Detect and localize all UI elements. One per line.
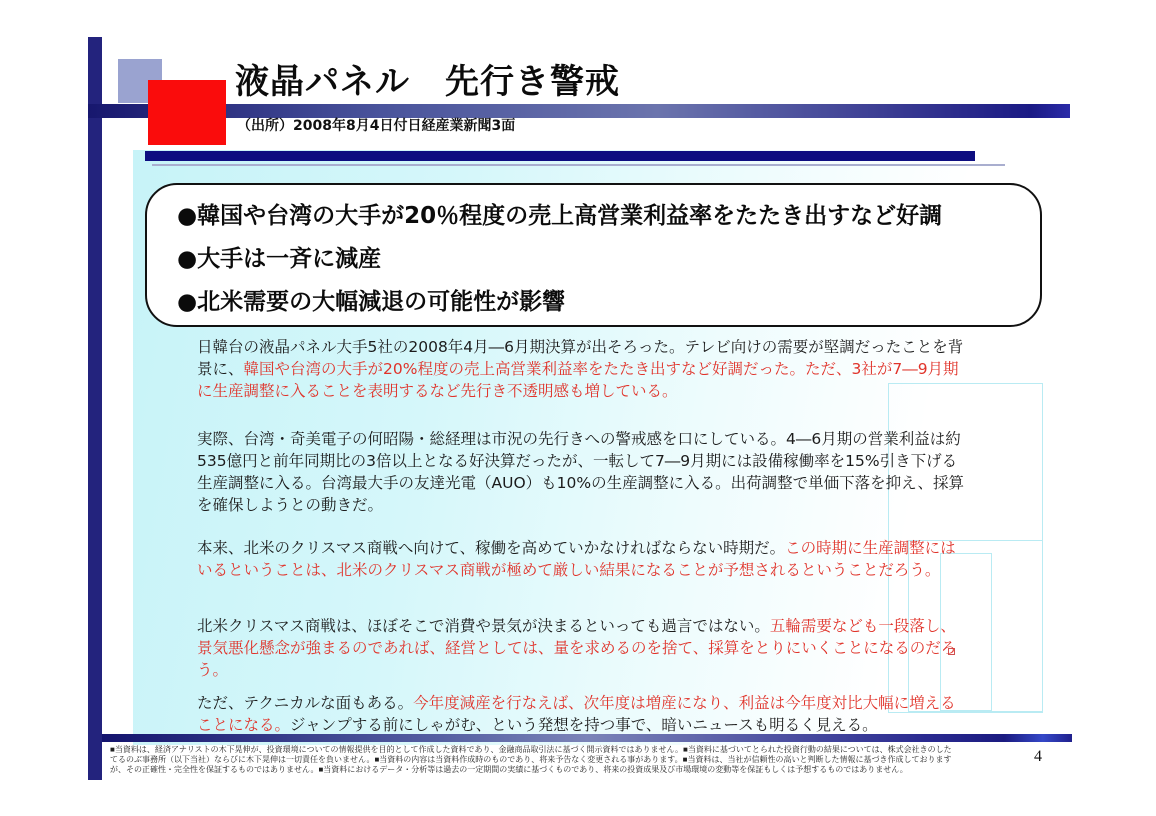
left-accent-bar [88,37,102,780]
content-top-thin-line [152,164,1005,166]
disclaimer-line: が、その正確性・完全性を保証するものではありません。■当資料におけるデータ・分析等は過去の一定期間の実績に基づくものであり、将来の投資成果及び市場環境の変動等を保証もしくは予想するものではありません。 [110,764,908,774]
body-paragraph-2 [197,428,969,516]
page-number: 4 [1034,748,1042,765]
body-paragraph-4 [197,615,969,681]
disclaimer-line: てるのぶ事務所（以下当社）ならびに木下晃伸は一切責任を負いません。■当資料の内容は当資料作成時のものであり、将来予告なく変更される事があります。■当資料は、当社が信頼性の高いと判断した情報に基づき作成しております [110,754,952,764]
summary-bullet: ●大手は一斉に減産 [177,246,382,272]
body-paragraph-5 [197,692,969,736]
summary-bullet: ●北米需要の大幅減退の可能性が影響 [177,289,566,315]
text-segment: ジャンプする前にしゃがむ、という発想を持つ事で、暗いニュースも明るく見える。 [290,716,878,734]
summary-bullet: ●韓国や台湾の大手が20％程度の売上高営業利益率をたたき出すなど好調 [177,203,943,229]
source-caption: （出所）2008年8月4日付日経産業新聞3面 [237,118,516,134]
title-underline-bar [88,104,1070,118]
text-segment: 本来、北米のクリスマス商戦へ向けて、稼働を高めていかなければならない時期だ。 [197,539,786,557]
decor-square-red [148,80,226,145]
text-segment: 今年度減産を行なえば、次年度は増産になり、利益は今年度対比大幅に増えることになる。 [197,694,956,734]
disclaimer-text [110,745,1012,774]
content-top-bar [145,151,975,161]
disclaimer-line: ■当資料は、経済アナリストの木下晃伸が、投資環境についての情報提供を目的として作成した資料であり、金融商品取引法に基づく開示資料ではありません。■当資料に基づいてとられた投資行動の結果については、株式会社きのした [110,745,952,754]
text-segment: 韓国や台湾の大手が20%程度の売上高営業利益率をたたき出すなど好調だった。ただ、3社が7―9月期に生産調整に入ることを表明するなど先行き不透明感も増している。 [197,360,959,400]
body-paragraph-3 [197,537,969,581]
footer-divider-bar [102,734,1072,742]
text-segment: 五輪需要なども一段落し、景気悪化懸念が強まるのであれば、経営としては、量を求めるのを捨て、採算をとりにいくことになるのだろう。 [197,617,957,679]
text-segment: この時期に生産調整にはいるということは、北米のクリスマス商戦が極めて厳しい結果になることが予想されるということだろう。 [197,539,956,579]
summary-box [145,183,1042,327]
text-segment: ただ、テクニカルな面もある。 [197,694,414,712]
body-paragraph-1 [197,336,969,402]
text-segment: 北米クリスマス商戦は、ほぼそこで消費や景気が決まるといっても過言ではない。 [197,617,770,635]
text-segment: 日韓台の液晶パネル大手5社の2008年4月―6月期決算が出そろった。テレビ向けの需要が堅調だったことを背景に、 [197,338,964,378]
page-title: 液晶パネル 先行き警戒 [235,62,620,102]
text-segment: 実際、台湾・奇美電子の何昭陽・総経理は市況の先行きへの警戒感を口にしている。4―6月期の営業利益は約535億円と前年同期比の3倍以上となる好決算だったが、一転して7―9月期には設備稼働率を15%引き下げる生産調整に入る。台湾最大手の友達光電（AUO）も10%の生産調整に入る。出荷調整で単価下落を抑え、採算を確保しようとの動きだ。 [197,430,965,514]
